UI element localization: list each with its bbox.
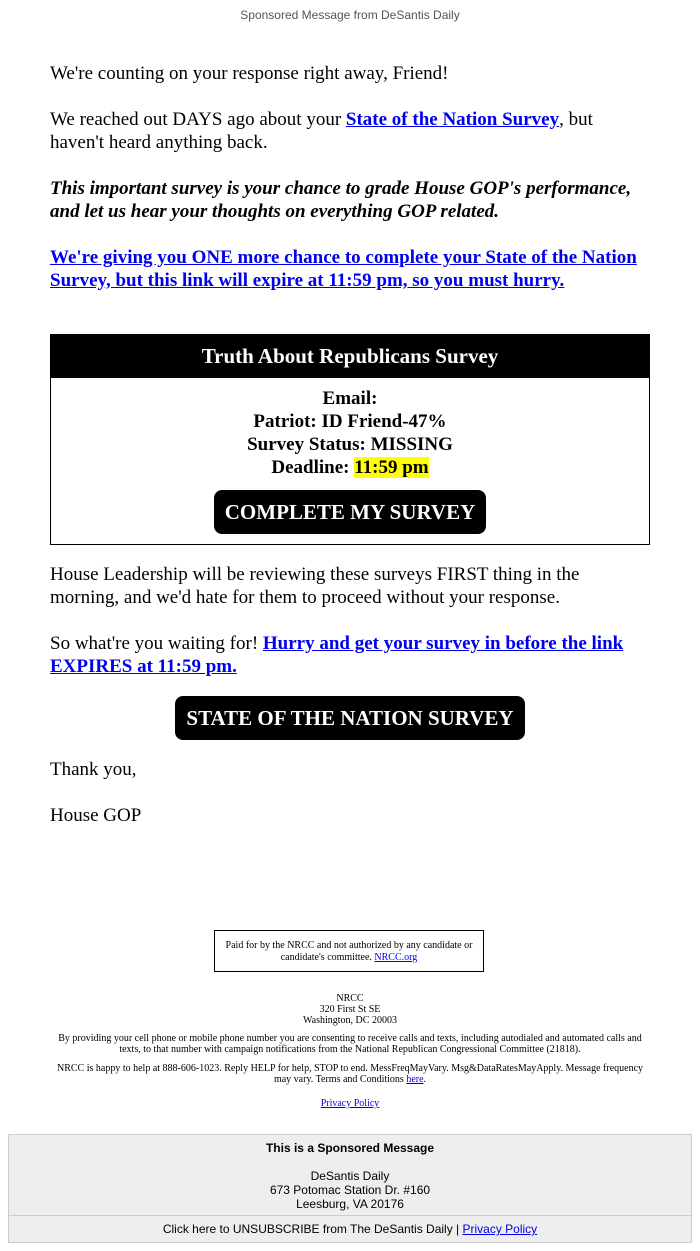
sponsor-city: Leesburg, VA 20176 — [296, 1197, 404, 1211]
sponsor-street: 673 Potomac Station Dr. #160 — [269, 1183, 431, 1197]
deadline-label: Deadline: — [271, 457, 355, 478]
thank-you-text: Thank you, — [50, 759, 137, 780]
privacy-policy-link[interactable]: Privacy Policy — [320, 1098, 380, 1109]
consent-text: By providing your cell phone or mobile phone number you are consenting to receive calls and texts, including autodialed and automated calls and texts, to that number with campaign notifications from the National Republican Congressional Committee (21818). — [58, 1033, 642, 1055]
org-name: NRCC — [336, 993, 364, 1004]
reached-out-text: We reached out DAYS ago about your — [50, 109, 346, 130]
privacy-block — [48, 1098, 652, 1109]
help-text: NRCC is happy to help at 888-606-1023. Reply HELP for help, STOP to end. MessFreqMayVary. Msg&DataRatesMayApply. Message frequency may vary. Terms and Conditions — [56, 1063, 644, 1085]
deadline-value: 11:59 pm — [354, 457, 429, 478]
sponsor-name: DeSantis Daily — [310, 1169, 390, 1183]
paid-for-text: Paid for by the NRCC and not authorized by any candidate or candidate's committee. — [225, 940, 473, 963]
greeting-text: We're counting on your response right away, Friend! — [50, 63, 449, 84]
signature-text: House GOP — [50, 805, 142, 826]
body-section — [50, 563, 650, 701]
email-label: Email: — [322, 388, 378, 409]
house-leadership-text: House Leadership will be reviewing these surveys FIRST thing in the morning, and we'd hate for them to proceed without your response. — [50, 564, 580, 608]
closing-section — [50, 758, 650, 850]
sponsored-banner: Sponsored Message from DeSantis Daily — [240, 8, 460, 22]
important-survey-text: This important survey is your chance to grade House GOP's performance, and let us hear your thoughts on everything GOP related. — [50, 178, 632, 222]
sponsor-box — [8, 1134, 692, 1243]
waiting-text: So what're you waiting for! — [50, 633, 263, 654]
reached-out-paragraph — [50, 108, 650, 154]
sponsor-title: This is a Sponsored Message — [265, 1141, 435, 1155]
unsubscribe-bar — [9, 1215, 691, 1242]
deadline-row — [51, 456, 649, 479]
survey-box-title: Truth About Republicans Survey — [51, 335, 649, 378]
one-more-chance-paragraph — [50, 246, 650, 292]
nrcc-link[interactable]: NRCC.org — [374, 952, 418, 963]
complete-my-survey-button[interactable]: COMPLETE MY SURVEY — [214, 490, 487, 534]
state-of-nation-survey-link[interactable]: State of the Nation Survey — [345, 109, 560, 130]
help-text-block — [48, 1063, 652, 1085]
waiting-paragraph — [50, 632, 650, 678]
hurry-survey-link[interactable]: Hurry and get your survey in before the link EXPIRES at 11:59 pm. — [50, 633, 624, 677]
nrcc-address — [0, 993, 700, 1026]
org-street: 320 First St SE — [319, 1004, 381, 1015]
sponsor-privacy-link[interactable]: Privacy Policy — [462, 1222, 538, 1236]
patriot-id: Patriot: ID Friend-47% — [253, 411, 447, 432]
sponsor-address — [9, 1169, 691, 1211]
help-text-end: . — [423, 1074, 427, 1085]
survey-box — [50, 334, 650, 545]
one-more-chance-link[interactable]: We're giving you ONE more chance to complete your State of the Nation Survey, but this link will expire at 11:59 pm, so you must hurry. — [50, 247, 637, 291]
state-of-nation-survey-button[interactable]: STATE OF THE NATION SURVEY — [175, 696, 524, 740]
org-city: Washington, DC 20003 — [303, 1015, 397, 1026]
survey-status: Survey Status: MISSING — [247, 434, 453, 455]
unsubscribe-text[interactable]: Click here to UNSUBSCRIBE from The DeSantis Daily | — [162, 1222, 463, 1236]
intro-section — [50, 62, 650, 310]
reached-out-text-end: , but haven't heard anything back. — [50, 109, 593, 153]
cta-wrapper — [0, 696, 700, 740]
paid-for-disclaimer — [214, 930, 484, 972]
survey-box-body — [51, 378, 649, 534]
terms-here-link[interactable]: here — [406, 1074, 424, 1085]
